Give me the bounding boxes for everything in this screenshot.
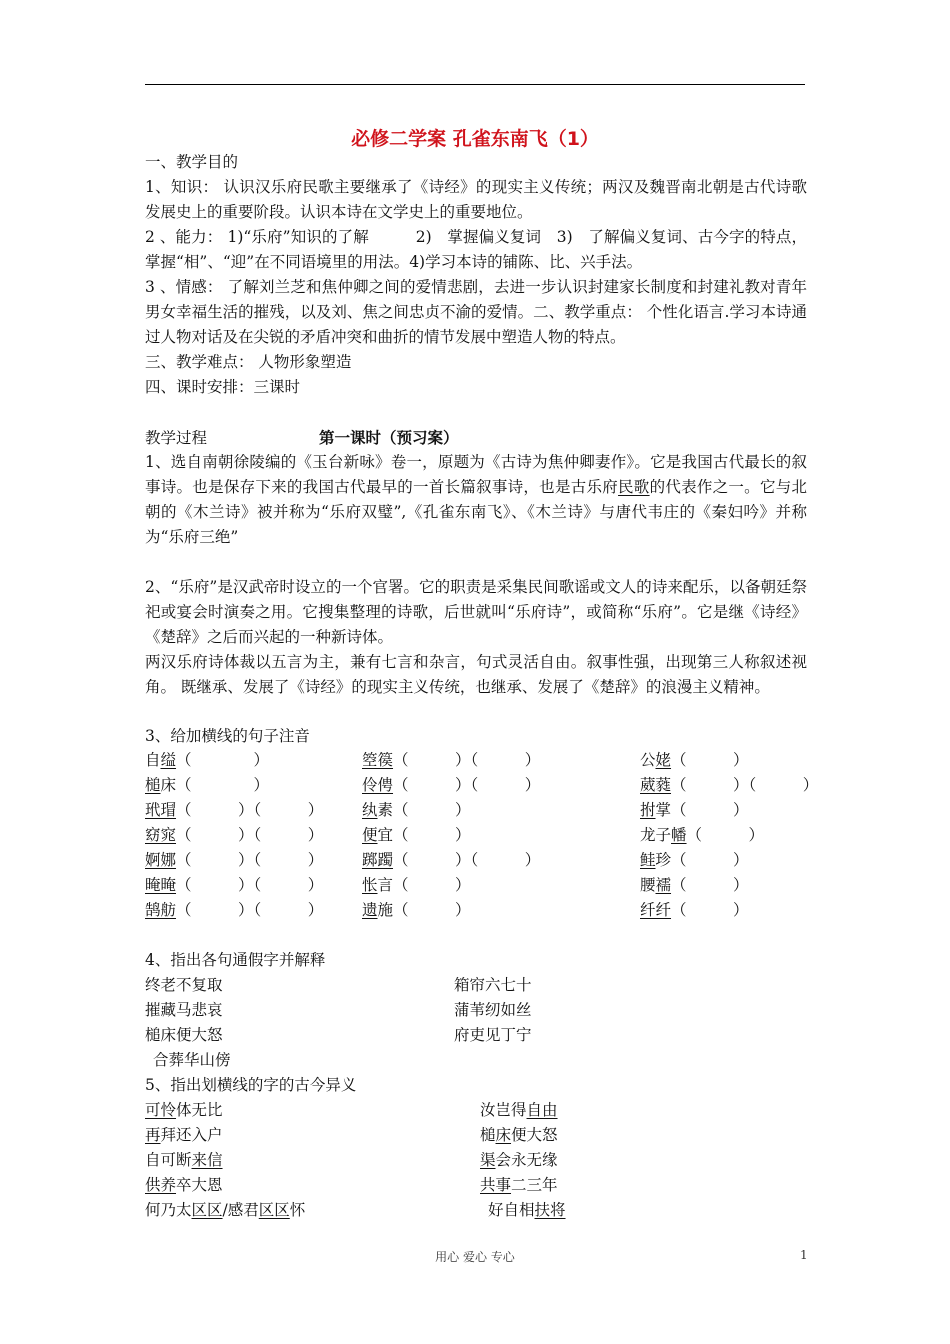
underlined-chars: 来信 <box>191 1151 223 1169</box>
objectives-heading: 一、教学目的 <box>145 153 239 171</box>
underlined-chars: 姥 <box>655 751 672 769</box>
footer-text: 用心 爱心 专心 <box>435 1250 515 1264</box>
process-line <box>145 428 807 448</box>
section3-heading: 3、给加横线的句子注音 <box>145 727 310 745</box>
pronunciation-item <box>362 800 471 820</box>
teaching-difficulty: 三、教学难点： 人物形象塑造 <box>145 353 352 371</box>
answer-blank: （ ） <box>671 901 749 919</box>
gujin-item <box>480 1175 558 1195</box>
underlined-chars: 幡 <box>671 826 687 844</box>
underlined-chars: 纤纤 <box>640 901 672 919</box>
word-prefix: 腰 <box>640 876 656 894</box>
phrase-text: 体无比 <box>176 1101 223 1119</box>
underlined-chars: 遗 <box>362 901 378 919</box>
tongjia-item: 府吏见丁宁 <box>454 1026 532 1044</box>
section1-text-b: 的代表作之一。它与北朝的《木兰诗》被并称为“乐府双璧”,《孔雀东南飞》、《木兰诗》与唐代韦庄的《秦妇吟》并称为“乐府三绝” <box>145 478 807 546</box>
underlined-chars: 襦 <box>655 876 672 894</box>
tongjia-item: 箱帘六七十 <box>454 976 532 994</box>
class-schedule: 四、课时安排：三课时 <box>145 378 301 396</box>
underlined-chars: 扶将 <box>534 1201 566 1219</box>
answer-blank: （ ）（ ） <box>176 801 324 819</box>
objective-ability: 2 、能力： 1)“乐府”知识的了解 2) 掌握偏义复词 3) 了解偏义复词、古今字的特点，掌握“相”、“迎”在不同语境里的用法。4)学习本诗的铺陈、比、兴手法。 <box>145 228 807 271</box>
answer-blank: （ ） <box>671 876 749 894</box>
section5-heading: 5、指出划横线的字的古今异义 <box>145 1076 357 1094</box>
underlined-chars: 箜篌 <box>362 751 394 769</box>
gujin-item <box>480 1150 558 1170</box>
gujin-item <box>480 1125 558 1145</box>
answer-blank: 素（ ） <box>377 801 471 819</box>
pronunciation-item <box>145 825 323 845</box>
gujin-item <box>145 1175 223 1195</box>
process-label: 教学过程 <box>145 429 208 447</box>
tongjia-item: 槌床便大怒 <box>145 1026 223 1044</box>
pronunciation-item <box>640 900 749 920</box>
answer-blank: 言（ ） <box>377 876 471 894</box>
phrase-text: 怀 <box>289 1201 306 1219</box>
gujin-item <box>145 1150 223 1170</box>
answer-blank: （ ）（ ） <box>393 751 541 769</box>
gujin-item <box>145 1125 223 1145</box>
pronunciation-item <box>145 750 269 770</box>
pronunciation-item <box>362 900 471 920</box>
section1-text-a: 1、选自南朝徐陵编的《玉台新咏》卷一，原题为《古诗为焦仲卿妻作》。它是我国古代最长的叙事诗。也是保存下来的我国古代最早的一首长篇叙事诗，也是古乐府 <box>145 453 807 496</box>
header-rule <box>145 84 805 85</box>
phrase-text: 自可断 <box>145 1151 192 1169</box>
tongjia-item: 终老不复取 <box>145 976 223 994</box>
phrase-text: 卒大恩 <box>176 1176 223 1194</box>
underlined-chars: 婀娜 <box>145 851 177 869</box>
underlined-chars: 葳蕤 <box>640 776 672 794</box>
pronunciation-item <box>145 800 323 820</box>
phrase-text: 汝岂得 <box>480 1101 527 1119</box>
pronunciation-item <box>640 800 749 820</box>
tongjia-item: 蒲苇纫如丝 <box>454 1001 532 1019</box>
phrase-text: 好自相 <box>488 1201 535 1219</box>
pronunciation-item <box>640 775 818 795</box>
tongjia-item: 合葬华山傍 <box>153 1051 231 1069</box>
underlined-chars: 纨 <box>362 801 378 819</box>
gujin-item <box>488 1200 566 1220</box>
underlined-chars: 便 <box>362 826 378 844</box>
pronunciation-item <box>145 875 323 895</box>
phrase-text: 拜还入户 <box>160 1126 223 1144</box>
underlined-chars: 再 <box>145 1126 161 1144</box>
pronunciation-item <box>145 900 323 920</box>
gujin-item <box>480 1100 558 1120</box>
underlined-chars: 自由 <box>526 1101 558 1119</box>
gujin-item <box>145 1100 223 1120</box>
answer-blank: 宜（ ） <box>377 826 471 844</box>
answer-blank: （ ）（ ） <box>393 851 541 869</box>
answer-blank: （ ）（ ） <box>176 876 324 894</box>
word-prefix: 自 <box>145 751 161 769</box>
session-title: 第一课时（预习案） <box>319 428 459 447</box>
pronunciation-item <box>640 750 749 770</box>
underlined-chars: 踯躅 <box>362 851 394 869</box>
page-title: 必修二学案 孔雀东南飞（1） <box>351 128 599 150</box>
underlined-chars: 拊 <box>640 801 656 819</box>
answer-blank: （ ）（ ） <box>393 776 541 794</box>
underlined-chars: 供养 <box>145 1176 177 1194</box>
phrase-text: 二三年 <box>511 1176 558 1194</box>
section2-paragraph1: 2、“乐府”是汉武帝时设立的一个官署。它的职责是采集民间歌谣或文人的诗来配乐，以备朝廷祭祀或宴会时演奏之用。它搜集整理的诗歌，后世就叫“乐府诗”，或简称“乐府”。它是继《诗经》《楚辞》之后而兴起的一种新诗体。 <box>145 578 807 646</box>
underlined-chars: 窈窕 <box>145 826 177 844</box>
answer-blank: 掌（ ） <box>655 801 749 819</box>
section1-paragraph <box>145 450 807 550</box>
pronunciation-item <box>362 750 540 770</box>
underlined-chars: 鲑 <box>640 851 656 869</box>
underlined-chars: 槌 <box>145 776 161 794</box>
pronunciation-item <box>362 850 540 870</box>
word-prefix: 公 <box>640 751 656 769</box>
section2-paragraph2: 两汉乐府诗体裁以五言为主，兼有七言和杂言，句式灵活自由。叙事性强，出现第三人称叙述视角。 既继承、发展了《诗经》的现实主义传统，也继承、发展了《楚辞》的浪漫主义精神。 <box>145 653 807 696</box>
word-prefix: 龙子 <box>640 826 672 844</box>
underlined-chars: 怅 <box>362 876 378 894</box>
pronunciation-item <box>362 775 540 795</box>
pronunciation-item <box>640 850 749 870</box>
answer-blank: （ ）（ ） <box>671 776 819 794</box>
underlined-chars: 可怜 <box>145 1101 177 1119</box>
underlined-chars: 渠 <box>480 1151 496 1169</box>
answer-blank: （ ）（ ） <box>176 901 324 919</box>
gujin-item <box>145 1200 305 1220</box>
answer-blank: （ ）（ ） <box>176 826 324 844</box>
answer-blank: （ ）（ ） <box>176 851 324 869</box>
page-number: 1 <box>800 1248 808 1262</box>
answer-blank: （ ） <box>671 751 749 769</box>
phrase-text: 便大怒 <box>511 1126 558 1144</box>
tongjia-item: 摧藏马悲哀 <box>145 1001 223 1019</box>
pronunciation-item <box>640 875 749 895</box>
phrase-text: /感君 <box>222 1201 259 1219</box>
section4-heading: 4、指出各句通假字并解释 <box>145 951 326 969</box>
phrase-text: 会永无缘 <box>495 1151 558 1169</box>
answer-blank: 施（ ） <box>377 901 471 919</box>
phrase-text: 槌 <box>480 1126 496 1144</box>
underlined-chars: 玳瑁 <box>145 801 177 819</box>
answer-blank: （ ） <box>686 826 765 844</box>
underlined-chars: 缢 <box>160 751 177 769</box>
underlined-chars: 区区 <box>258 1201 290 1219</box>
pronunciation-item <box>145 850 323 870</box>
underlined-chars: 伶俜 <box>362 776 394 794</box>
pronunciation-item <box>362 825 471 845</box>
underlined-chars: 区区 <box>191 1201 223 1219</box>
underlined-chars: 晻晻 <box>145 876 177 894</box>
phrase-text: 何乃太 <box>145 1201 192 1219</box>
answer-blank: 珍（ ） <box>655 851 749 869</box>
pronunciation-item <box>145 775 269 795</box>
answer-blank: （ ） <box>176 751 270 769</box>
pronunciation-item <box>362 875 471 895</box>
objective-knowledge: 1、知识： 认识汉乐府民歌主要继承了《诗经》的现实主义传统；两汉及魏晋南北朝是古代诗歌发展史上的重要阶段。认识本诗在文学史上的重要地位。 <box>145 178 807 221</box>
underlined-chars: 鹄舫 <box>145 901 177 919</box>
underlined-chars: 共事 <box>480 1176 512 1194</box>
underlined-chars: 床 <box>495 1126 512 1144</box>
objective-emotion: 3 、情感： 了解刘兰芝和焦仲卿之间的爱情悲剧，去进一步认识封建家长制度和封建礼教对青年男女幸福生活的摧残，以及刘、焦之间忠贞不渝的爱情。二、教学重点： 个性化语言.学习本诗通过人物对话及在尖锐的矛盾冲突和曲折的情节发展中塑造人物的特点。 <box>145 278 807 346</box>
pronunciation-item <box>640 825 764 845</box>
answer-blank: 床（ ） <box>160 776 270 794</box>
section1-underlined: 民歌 <box>618 478 650 496</box>
